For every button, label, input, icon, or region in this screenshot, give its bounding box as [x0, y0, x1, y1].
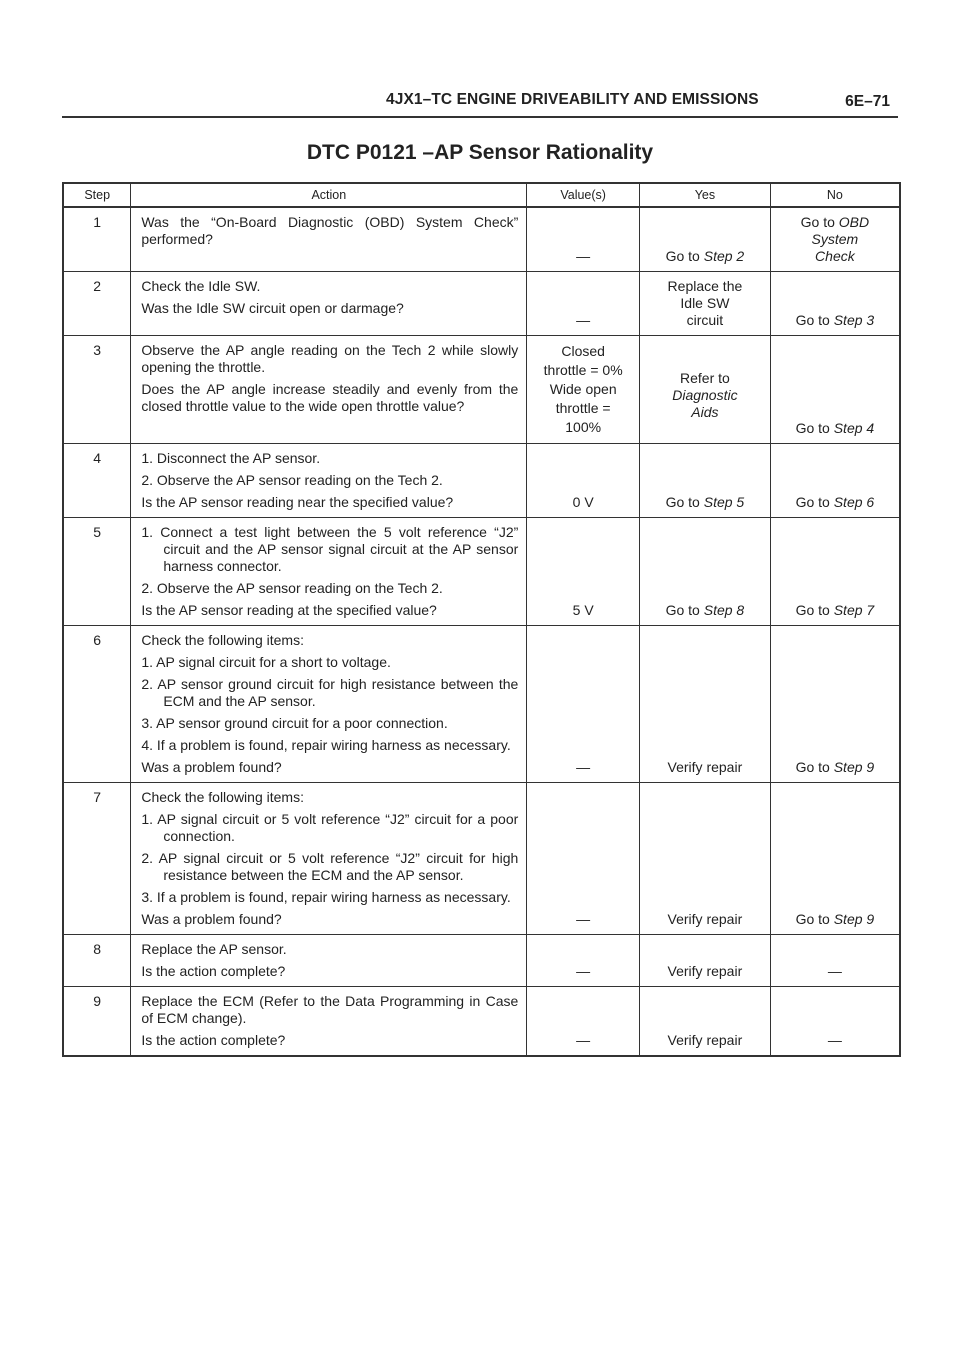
action-text: Check the following items:: [141, 632, 304, 648]
action-item: 2. AP sensor ground circuit for high resistance between the ECM and the AP sensor.: [141, 676, 519, 709]
value-cell: 0 V: [527, 444, 640, 518]
value-line: Closed: [561, 343, 605, 359]
yes-text: Go to: [665, 248, 700, 264]
no-ref-link[interactable]: OBD: [838, 214, 870, 230]
table-row: [63, 207, 900, 272]
action-item: 1. AP signal circuit for a short to voltage.: [141, 654, 391, 670]
no-step-link[interactable]: Step 6: [833, 494, 875, 510]
yes-text: Verify repair: [667, 911, 743, 927]
action-text: Replace the AP sensor.: [141, 941, 287, 957]
action-question: Is the AP sensor reading at the specified value?: [141, 602, 437, 618]
column-header-no: No: [770, 183, 900, 207]
yes-cell: [640, 336, 771, 444]
yes-text: Verify repair: [667, 1032, 743, 1048]
action-question: Is the action complete?: [141, 1032, 286, 1048]
table-row: [63, 987, 900, 1057]
yes-step-link[interactable]: Step 8: [703, 602, 745, 618]
no-text: Go to: [795, 602, 830, 618]
action-item: 2. AP signal circuit or 5 volt reference “J2” circuit for high resistance between the ECM and the AP sensor.: [141, 850, 519, 883]
no-step-link[interactable]: Step 9: [833, 759, 875, 775]
no-cell: [770, 518, 900, 626]
action-question: Was the Idle SW circuit open or darmage?: [141, 300, 404, 316]
no-ref-link-2[interactable]: System: [811, 231, 859, 247]
action-cell: [131, 444, 527, 518]
step-number: 4: [63, 444, 131, 518]
table-row: [63, 935, 900, 987]
value-cell: —: [527, 626, 640, 783]
yes-cell: [640, 518, 771, 626]
yes-cell: [640, 626, 771, 783]
action-item: 3. AP sensor ground circuit for a poor connection.: [141, 715, 448, 731]
value-cell: —: [527, 272, 640, 336]
column-header-values: Value(s): [527, 183, 640, 207]
action-item: 3. If a problem is found, repair wiring harness as necessary.: [141, 889, 511, 905]
value-line: throttle = 0%: [543, 362, 623, 378]
action-text: Was the “On-Board Diagnostic (OBD) System Check” performed?: [141, 214, 519, 247]
no-cell: [770, 444, 900, 518]
yes-cell: [640, 444, 771, 518]
yes-ref-link-2[interactable]: Aids: [691, 404, 719, 420]
action-item: 2. Observe the AP sensor reading on the Tech 2.: [141, 580, 443, 596]
column-header-step: Step: [63, 183, 131, 207]
action-question: Was a problem found?: [141, 911, 282, 927]
action-item: 1. Connect a test light between the 5 volt reference “J2” circuit and the AP sensor signal circuit at the AP sensor harness connector.: [141, 524, 519, 574]
value-line: throttle =: [555, 400, 611, 416]
yes-cell: [640, 272, 771, 336]
yes-text: Refer to: [680, 370, 730, 386]
value-cell: —: [527, 935, 640, 987]
yes-ref-link[interactable]: Diagnostic: [672, 387, 738, 403]
yes-cell: [640, 987, 771, 1057]
step-number: 6: [63, 626, 131, 783]
yes-step-link[interactable]: Step 2: [703, 248, 745, 264]
value-line: 100%: [565, 419, 602, 435]
action-text: Check the Idle SW.: [141, 278, 261, 294]
no-ref-link-3[interactable]: Check: [815, 248, 855, 264]
no-cell: [770, 783, 900, 935]
value-cell: 5 V: [527, 518, 640, 626]
action-question: Is the action complete?: [141, 963, 286, 979]
action-question: Is the AP sensor reading near the specified value?: [141, 494, 454, 510]
step-number: 7: [63, 783, 131, 935]
action-question: Does the AP angle increase steadily and evenly from the closed throttle value to the wide open throttle value?: [141, 381, 519, 414]
step-number: 8: [63, 935, 131, 987]
table-row: [63, 336, 900, 444]
step-number: 9: [63, 987, 131, 1057]
action-question: Was a problem found?: [141, 759, 282, 775]
action-item: 1. Disconnect the AP sensor.: [141, 450, 321, 466]
action-item: 1. AP signal circuit or 5 volt reference “J2” circuit for a poor connection.: [141, 811, 519, 844]
action-cell: [131, 626, 527, 783]
no-step-link[interactable]: Step 3: [833, 312, 875, 328]
no-text: Go to: [795, 759, 830, 775]
no-step-link[interactable]: Step 7: [833, 602, 875, 618]
action-text: Observe the AP angle reading on the Tech 2 while slowly opening the throttle.: [141, 342, 519, 375]
table-row: [63, 444, 900, 518]
value-cell: [527, 336, 640, 444]
action-item: 2. Observe the AP sensor reading on the Tech 2.: [141, 472, 443, 488]
column-header-yes: Yes: [640, 183, 771, 207]
no-cell: [770, 987, 900, 1057]
action-cell: [131, 272, 527, 336]
step-number: 3: [63, 336, 131, 444]
yes-text: Verify repair: [667, 963, 743, 979]
yes-text: Go to: [665, 602, 700, 618]
no-text: Go to: [795, 420, 830, 436]
no-text: Go to: [800, 214, 835, 230]
table-row: [63, 272, 900, 336]
no-cell: [770, 272, 900, 336]
value-cell: —: [527, 987, 640, 1057]
diagnostic-table: [62, 182, 901, 1057]
column-header-action: Action: [131, 183, 527, 207]
yes-step-link[interactable]: Step 5: [703, 494, 745, 510]
step-number: 1: [63, 207, 131, 272]
yes-cell: [640, 783, 771, 935]
value-cell: —: [527, 783, 640, 935]
page-title: DTC P0121 –AP Sensor Rationality: [306, 141, 654, 164]
action-text: Check the following items:: [141, 789, 304, 805]
chapter-title: 4JX1–TC ENGINE DRIVEABILITY AND EMISSIONS: [386, 91, 759, 108]
table-row: [63, 626, 900, 783]
no-cell: [770, 626, 900, 783]
no-step-link[interactable]: Step 4: [833, 420, 875, 436]
no-cell: [770, 207, 900, 272]
no-text: Go to: [795, 494, 830, 510]
action-cell: [131, 935, 527, 987]
yes-text-2: Idle SW: [680, 295, 730, 311]
value-line: Wide open: [549, 381, 617, 397]
yes-cell: [640, 935, 771, 987]
no-cell: [770, 935, 900, 987]
no-text: —: [827, 963, 842, 979]
no-text: —: [827, 1032, 842, 1048]
no-text: Go to: [795, 911, 830, 927]
table-row: [63, 518, 900, 626]
yes-cell: [640, 207, 771, 272]
page-number: 6E–71: [845, 93, 890, 110]
step-number: 2: [63, 272, 131, 336]
no-step-link[interactable]: Step 9: [833, 911, 875, 927]
action-cell: [131, 987, 527, 1057]
yes-text: Verify repair: [667, 759, 743, 775]
no-text: Go to: [795, 312, 830, 328]
action-cell: [131, 783, 527, 935]
no-cell: [770, 336, 900, 444]
yes-text: Replace the: [667, 278, 743, 294]
action-cell: [131, 518, 527, 626]
action-cell: [131, 336, 527, 444]
table-header-row: [63, 183, 900, 207]
action-cell: [131, 207, 527, 272]
yes-text-3: circuit: [686, 312, 724, 328]
yes-text: Go to: [665, 494, 700, 510]
step-number: 5: [63, 518, 131, 626]
table-row: [63, 783, 900, 935]
action-text: Replace the ECM (Refer to the Data Programming in Case of ECM change).: [141, 993, 519, 1026]
page-header: [62, 88, 898, 118]
action-item: 4. If a problem is found, repair wiring harness as necessary.: [141, 737, 511, 753]
value-cell: —: [527, 207, 640, 272]
